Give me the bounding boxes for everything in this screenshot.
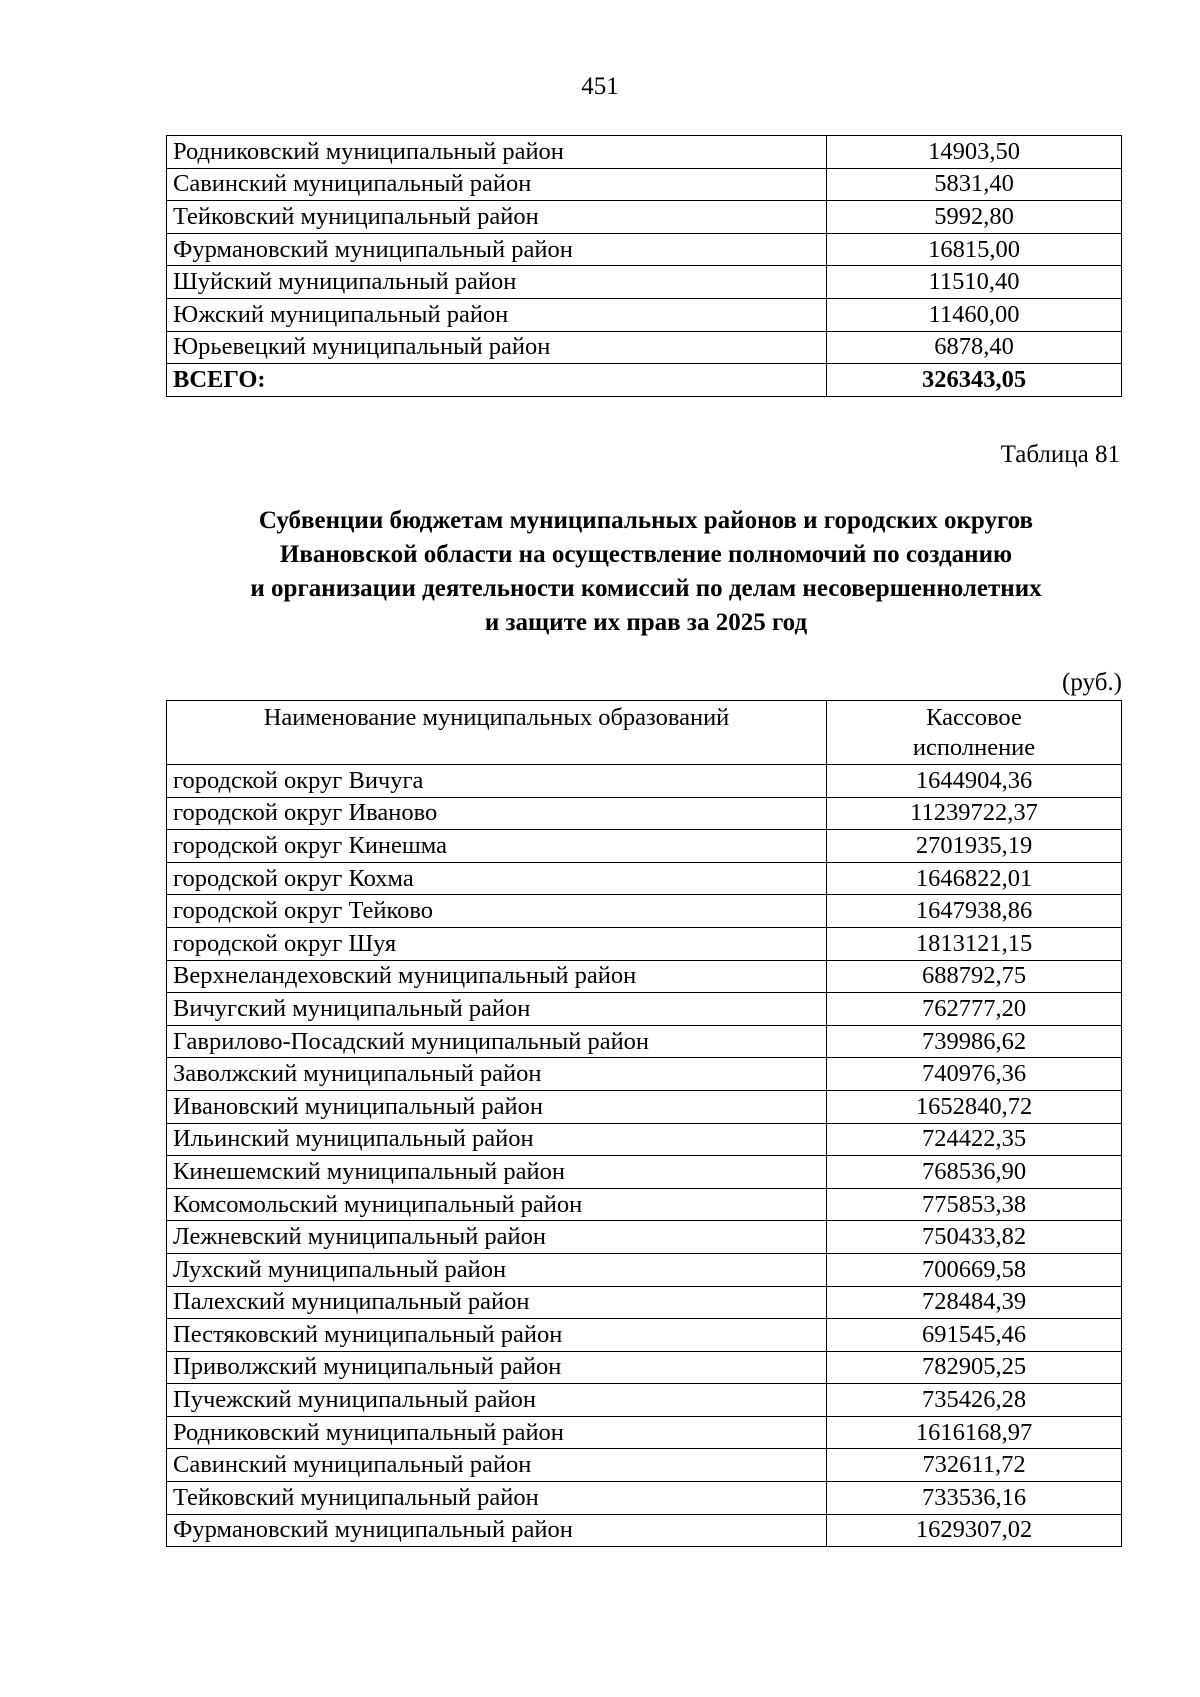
table-row xyxy=(167,168,1122,201)
row-value-cell: 782905,25 xyxy=(827,1351,1122,1384)
header-value-cell xyxy=(827,701,1122,765)
row-value-cell: 1646822,01 xyxy=(827,862,1122,895)
row-name-cell: Шуйский муниципальный район xyxy=(167,266,827,299)
table-row xyxy=(167,1123,1122,1156)
header-name-cell: Наименование муниципальных образований xyxy=(167,701,827,765)
table-row xyxy=(167,1221,1122,1254)
row-value-cell: 1647938,86 xyxy=(827,895,1122,928)
table-row xyxy=(167,1253,1122,1286)
row-value-cell: 750433,82 xyxy=(827,1221,1122,1254)
title-line: и защите их прав за 2025 год xyxy=(484,609,808,636)
row-value-cell: 14903,50 xyxy=(827,136,1122,169)
table-row xyxy=(167,862,1122,895)
row-value-cell: 739986,62 xyxy=(827,1025,1122,1058)
row-value-cell: 2701935,19 xyxy=(827,830,1122,863)
row-name-cell: городской округ Вичуга xyxy=(167,765,827,798)
table-row xyxy=(167,1449,1122,1482)
row-name-cell: Родниковский муниципальный район xyxy=(167,1416,827,1449)
row-value-cell: 5831,40 xyxy=(827,168,1122,201)
row-name-cell: Лухский муниципальный район xyxy=(167,1253,827,1286)
table-row xyxy=(167,1286,1122,1319)
table-row xyxy=(167,797,1122,830)
table-row xyxy=(167,1416,1122,1449)
row-name-cell: Ильинский муниципальный район xyxy=(167,1123,827,1156)
row-value-cell: 775853,38 xyxy=(827,1188,1122,1221)
table-row xyxy=(167,1156,1122,1189)
row-value-cell: 762777,20 xyxy=(827,993,1122,1026)
row-value-cell: 728484,39 xyxy=(827,1286,1122,1319)
row-name-cell: Гаврилово-Посадский муниципальный район xyxy=(167,1025,827,1058)
table-row xyxy=(167,1090,1122,1123)
row-name-cell: Родниковский муниципальный район xyxy=(167,136,827,169)
row-name-cell: Фурмановский муниципальный район xyxy=(167,233,827,266)
row-name-cell: городской округ Тейково xyxy=(167,895,827,928)
table-row xyxy=(167,1384,1122,1417)
table-row xyxy=(167,1319,1122,1352)
table-row xyxy=(167,298,1122,331)
table-row xyxy=(167,927,1122,960)
row-value-cell: 700669,58 xyxy=(827,1253,1122,1286)
row-name-cell: Ивановский муниципальный район xyxy=(167,1090,827,1123)
row-name-cell: Кинешемский муниципальный район xyxy=(167,1156,827,1189)
table-row xyxy=(167,1025,1122,1058)
table-row xyxy=(167,136,1122,169)
table-row xyxy=(167,233,1122,266)
row-name-cell: Савинский муниципальный район xyxy=(167,1449,827,1482)
table-row xyxy=(167,331,1122,364)
row-value-cell: 1616168,97 xyxy=(827,1416,1122,1449)
table-row xyxy=(167,1514,1122,1547)
row-value-cell: 11239722,37 xyxy=(827,797,1122,830)
table-row xyxy=(167,1351,1122,1384)
row-value-cell: 768536,90 xyxy=(827,1156,1122,1189)
row-name-cell: городской округ Иваново xyxy=(167,797,827,830)
row-name-cell: Тейковский муниципальный район xyxy=(167,1482,827,1515)
row-name-cell: городской округ Кохма xyxy=(167,862,827,895)
table-row xyxy=(167,201,1122,234)
row-name-cell: Фурмановский муниципальный район xyxy=(167,1514,827,1547)
row-value-cell: 11460,00 xyxy=(827,298,1122,331)
header-value-line: Кассовое xyxy=(926,704,1022,731)
row-value-cell: 1813121,15 xyxy=(827,927,1122,960)
table-81-body xyxy=(167,701,1122,1547)
row-value-cell: 740976,36 xyxy=(827,1058,1122,1091)
page-number: 451 xyxy=(581,73,619,100)
table-title xyxy=(0,504,1200,640)
table-row xyxy=(167,830,1122,863)
row-value-cell: 326343,05 xyxy=(827,364,1122,397)
total-row xyxy=(167,364,1122,397)
header-value-line: исполнение xyxy=(912,734,1036,761)
row-name-cell: Пестяковский муниципальный район xyxy=(167,1319,827,1352)
row-name-cell: Заволжский муниципальный район xyxy=(167,1058,827,1091)
table-row xyxy=(167,895,1122,928)
row-value-cell: 732611,72 xyxy=(827,1449,1122,1482)
row-value-cell: 11510,40 xyxy=(827,266,1122,299)
row-value-cell: 16815,00 xyxy=(827,233,1122,266)
row-name-cell: Верхнеландеховский муниципальный район xyxy=(167,960,827,993)
units-label: (руб.) xyxy=(1062,669,1122,696)
row-name-cell: Вичугский муниципальный район xyxy=(167,993,827,1026)
row-name-cell: Южский муниципальный район xyxy=(167,298,827,331)
row-name-cell: Приволжский муниципальный район xyxy=(167,1351,827,1384)
row-name-cell: Юрьевецкий муниципальный район xyxy=(167,331,827,364)
table-row xyxy=(167,993,1122,1026)
table-header-row xyxy=(167,701,1122,765)
row-value-cell: 1652840,72 xyxy=(827,1090,1122,1123)
table-row xyxy=(167,1482,1122,1515)
row-name-cell: городской округ Кинешма xyxy=(167,830,827,863)
row-name-cell: ВСЕГО: xyxy=(167,364,827,397)
table-row xyxy=(167,1058,1122,1091)
row-value-cell: 688792,75 xyxy=(827,960,1122,993)
row-value-cell: 735426,28 xyxy=(827,1384,1122,1417)
row-name-cell: Палехский муниципальный район xyxy=(167,1286,827,1319)
row-value-cell: 5992,80 xyxy=(827,201,1122,234)
title-line: Субвенции бюджетам муниципальных районов и городских округов xyxy=(258,507,1034,534)
table-81 xyxy=(166,700,1122,1547)
table-caption: Таблица 81 xyxy=(1000,441,1120,468)
row-value-cell: 6878,40 xyxy=(827,331,1122,364)
row-value-cell: 724422,35 xyxy=(827,1123,1122,1156)
row-name-cell: городской округ Шуя xyxy=(167,927,827,960)
row-value-cell: 733536,16 xyxy=(827,1482,1122,1515)
table-row xyxy=(167,960,1122,993)
table-row xyxy=(167,1188,1122,1221)
row-value-cell: 1644904,36 xyxy=(827,765,1122,798)
title-line: Ивановской области на осуществление полномочий по созданию xyxy=(279,541,1013,568)
row-name-cell: Пучежский муниципальный район xyxy=(167,1384,827,1417)
row-value-cell: 691545,46 xyxy=(827,1319,1122,1352)
row-name-cell: Тейковский муниципальный район xyxy=(167,201,827,234)
table-row xyxy=(167,266,1122,299)
title-line: и организации деятельности комиссий по делам несовершеннолетних xyxy=(250,575,1042,602)
table-row xyxy=(167,765,1122,798)
continued-table xyxy=(166,135,1122,397)
row-value-cell: 1629307,02 xyxy=(827,1514,1122,1547)
continued-table-body xyxy=(167,136,1122,397)
row-name-cell: Комсомольский муниципальный район xyxy=(167,1188,827,1221)
row-name-cell: Лежневский муниципальный район xyxy=(167,1221,827,1254)
row-name-cell: Савинский муниципальный район xyxy=(167,168,827,201)
